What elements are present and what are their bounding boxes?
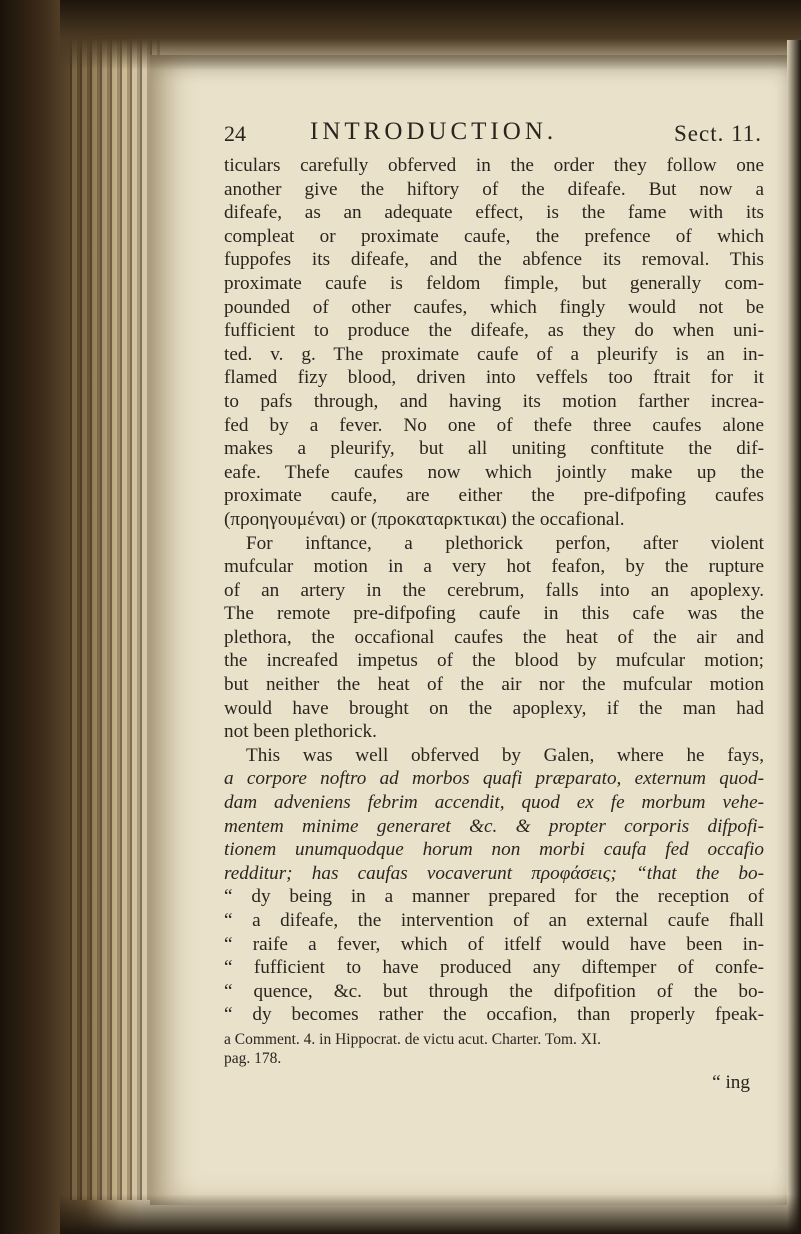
- text-line: fuppofes its difeafe, and the abfence its removal. This: [224, 249, 764, 271]
- text-line: flamed fizy blood, driven into veffels too ftrait for it: [224, 367, 764, 389]
- header-section: Sect. 11.: [674, 121, 762, 146]
- text-line: compleat or proximate caufe, the prefence of which: [224, 225, 764, 247]
- page-number: 24: [224, 121, 246, 146]
- text-line: ted. v. g. The proximate caufe of a pleurify is an in-: [224, 343, 764, 365]
- right-page-edge: [787, 40, 801, 1234]
- text-line: For inftance, a plethorick perfon, after violent: [246, 532, 764, 554]
- footnote-line: a Comment. 4. in Hippocrat. de victu acut. Charter. Tom. XI.: [224, 1030, 602, 1048]
- text-line: tionem unumquodque horum non morbi caufa fed occafio: [224, 839, 764, 861]
- text-line: not been plethorick.: [224, 721, 377, 743]
- text-line: makes a pleurify, but all uniting conftitute the dif-: [224, 438, 764, 460]
- text-line: proximate caufe is feldom fimple, but generally com-: [224, 272, 764, 294]
- text-line: a corpore noftro ad morbos quafi præparato, externum quod-: [224, 768, 764, 790]
- text-line: mentem minime generaret &c. & propter corporis difpofi-: [224, 815, 764, 837]
- text-line: plethora, the occafional caufes the heat of the air and: [224, 626, 764, 648]
- page-text-block: [224, 118, 764, 1095]
- text-line: another give the hiftory of the difeafe. But now a: [224, 178, 764, 200]
- text-line: “ a difeafe, the intervention of an external caufe fhall: [224, 910, 764, 931]
- text-line: fufficient to produce the difeafe, as they do when uni-: [224, 320, 764, 342]
- text-line: the increafed impetus of the blood by mufcular motion;: [224, 650, 764, 672]
- text-line: pounded of other caufes, which fingly would not be: [224, 296, 764, 318]
- text-line: dam adveniens febrim accendit, quod ex fe morbum vehe-: [224, 792, 764, 814]
- running-header: [224, 118, 764, 154]
- text-line: eafe. Thefe caufes now which jointly make up the: [224, 461, 764, 483]
- bottom-edge-shadow: [60, 1194, 801, 1234]
- header-title: INTRODUCTION.: [310, 118, 558, 145]
- text-line: proximate caufe, are either the pre-difpofing caufes: [224, 485, 764, 507]
- text-line: “ dy being in a manner prepared for the reception of: [224, 886, 764, 908]
- text-line: “ fufficient to have produced any diftemper of confe-: [224, 957, 764, 979]
- text-line: The remote pre-difpofing caufe in this cafe was the: [224, 603, 764, 625]
- text-line: of an artery in the cerebrum, falls into an apoplexy.: [224, 579, 764, 601]
- top-edge-shadow: [60, 0, 801, 70]
- text-line: “ quence, &c. but through the difpofition of the bo-: [224, 980, 764, 1002]
- text-line: to pafs through, and having its motion farther increa-: [224, 390, 764, 412]
- footnote-line: pag. 178.: [224, 1049, 282, 1067]
- book-gutter: [70, 40, 160, 1200]
- text-line: ticulars carefully obferved in the order they follow one: [224, 155, 764, 176]
- text-line: This was well obferved by Galen, where he fays,: [246, 744, 764, 766]
- text-line: difeafe, as an adequate effect, is the fame with its: [224, 202, 764, 224]
- body-text: [224, 154, 764, 1027]
- text-line: (προηγουμέναι) or (προκαταρκτικαι) the occafional.: [224, 508, 625, 530]
- text-line: would have brought on the apoplexy, if the man had: [224, 697, 764, 719]
- text-line: mufcular motion in a very hot feafon, by the rupture: [224, 556, 764, 578]
- text-line: redditur; has caufas vocaverunt προφάσεις; “that the bo-: [224, 862, 764, 884]
- text-line: “ dy becomes rather the occafion, than properly fpeak-: [224, 1004, 764, 1026]
- text-line: “ raife a fever, which of itfelf would have been in-: [224, 933, 764, 955]
- catchword: “ ing: [712, 1071, 750, 1093]
- text-line: fed by a fever. No one of thefe three caufes alone: [224, 414, 764, 436]
- text-line: but neither the heat of the air nor the mufcular motion: [224, 674, 764, 696]
